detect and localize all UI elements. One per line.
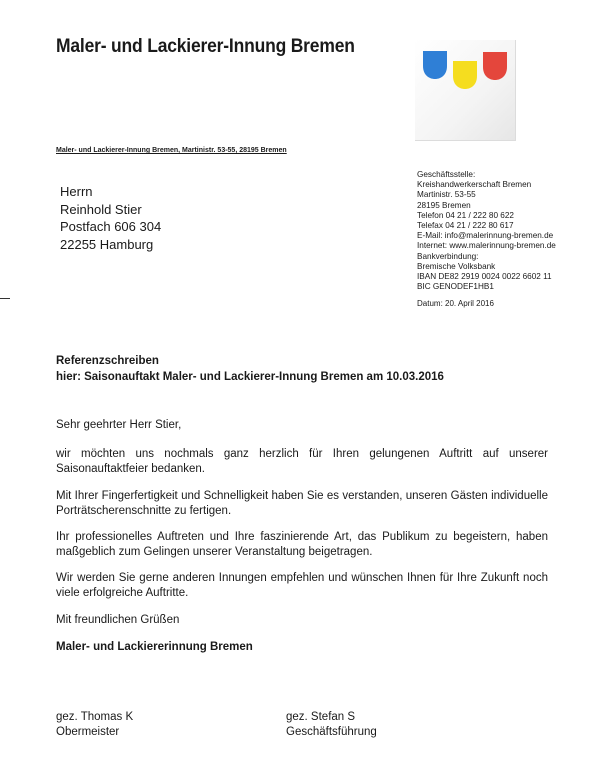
signature-name: gez. Thomas K (56, 711, 134, 723)
office-line: Kreishandwerkerschaft Bremen (417, 180, 532, 190)
office-line: 28195 Bremen (417, 200, 471, 210)
recipient-postbox: Postfach 606 304 (60, 219, 162, 234)
subject-title: Referenzschreiben (56, 355, 159, 367)
office-line: Bankverbindung: (417, 251, 479, 261)
yellow-shield-icon (453, 61, 477, 89)
office-fax: Telefax 04 21 / 222 80 617 (417, 221, 514, 231)
office-contact-block (417, 170, 556, 292)
letter-date: Datum: 20. April 2016 (417, 299, 494, 308)
fold-mark (0, 298, 10, 299)
recipient-salutation: Herrn (60, 184, 93, 199)
closing-phrase: Mit freundlichen Grüßen (56, 614, 180, 626)
paragraph-thanks: wir möchten uns nochmals ganz herzlich für Ihren gelungenen Auftritt auf unserer Saisonauftaktfeier bedanken. (56, 448, 548, 475)
signature-role: Obermeister (56, 726, 120, 738)
office-line: Bremische Volksbank (417, 261, 496, 271)
guild-logo-shields (415, 40, 515, 140)
office-line: Geschäftsstelle: (417, 170, 476, 179)
subject-block (56, 353, 444, 385)
signing-organization: Maler- und Lackiererinnung Bremen (56, 641, 253, 653)
red-shield-icon (483, 52, 507, 80)
subject-detail: hier: Saisonauftakt Maler- und Lackierer-Innung Bremen am 10.03.2016 (56, 371, 444, 383)
office-bic: BIC GENODEF1HB1 (417, 282, 494, 292)
office-line: Martinistr. 53-55 (417, 190, 476, 200)
office-iban: IBAN DE82 2919 0024 0022 6602 11 (417, 272, 552, 282)
signature-right (286, 710, 377, 740)
paragraph-skills: Mit Ihrer Fingerfertigkeit und Schnelligkeit haben Sie es verstanden, unseren Gästen individuelle Porträtscherenschnitte zu fertigen. (56, 490, 548, 517)
guild-logo (415, 40, 516, 141)
signature-left (56, 710, 133, 740)
paragraph-recommendation: Wir werden Sie gerne anderen Innungen empfehlen und wünschen Ihnen für Ihre Zukunft noch viele erfolgreiche Auftritte. (56, 572, 548, 599)
sender-return-address: Maler- und Lackierer-Innung Bremen, Martinistr. 53-55, 28195 Bremen (56, 147, 287, 154)
recipient-city: 22255 Hamburg (60, 236, 154, 252)
office-email: E-Mail: info@malerinnung-bremen.de (417, 231, 554, 241)
paragraph-appearance: Ihr professionelles Auftreten und Ihre faszinierende Art, das Publikum zu begeistern, haben maßgeblich zum Gelingen unserer Veranstaltung beigetragen. (56, 531, 548, 558)
office-website: Internet: www.malerinnung-bremen.de (417, 241, 556, 251)
blue-shield-icon (423, 51, 447, 79)
letterhead-title: Maler- und Lackierer-Innung Bremen (56, 36, 355, 57)
recipient-name: Reinhold Stier (60, 201, 142, 217)
recipient-address (60, 183, 161, 253)
signature-role: Geschäftsführung (286, 726, 377, 738)
office-phone: Telefon 04 21 / 222 80 622 (417, 210, 514, 220)
greeting: Sehr geehrter Herr Stier, (56, 419, 182, 431)
signature-name: gez. Stefan S (286, 711, 356, 723)
